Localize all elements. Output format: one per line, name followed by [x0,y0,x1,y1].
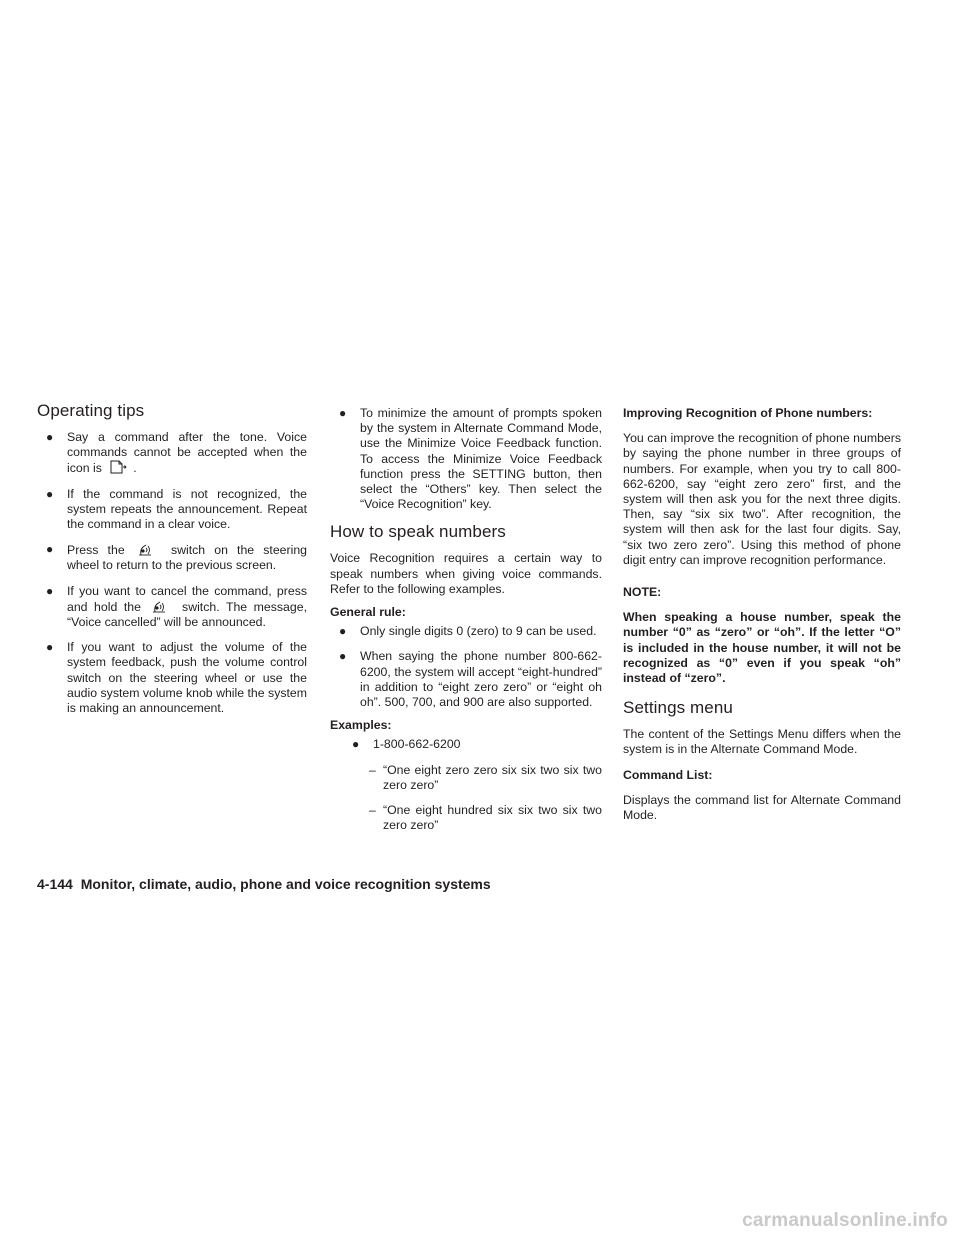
examples-label: Examples: [330,718,392,733]
operating-tips-list [37,430,307,716]
note-label: NOTE: [623,585,662,600]
talk-switch-icon [137,542,159,557]
operating-tips-heading: Operating tips [37,401,145,420]
bullet-icon: ● [339,406,347,420]
example-phrases-list [369,763,602,834]
list-item: – “One eight zero zero six six two six two zero zero” [369,762,602,792]
list-item: ● To minimize the amount of prompts spoken by the system in Alternate Command Mode, use the Minimize Voice Feedback function. To access the Minimize Voice Feedback function press the SETTING button, then select the “Others” key. Then select the “Voice Recognition” key. [339,406,602,512]
settings-menu-text: The content of the Settings Menu differs when the system is in the Alternate Command Mode. [623,727,901,757]
list-item: ● Say a command after the tone. Voice commands cannot be accepted when the icon is . [46,430,307,476]
dash-icon: – [369,762,376,777]
bullet-icon: ● [339,624,347,639]
command-list-text: Displays the command list for Alternate Command Mode. [623,792,901,823]
speak-numbers-heading: How to speak numbers [330,522,506,542]
bullet-icon: ● [46,430,54,444]
column-left [37,401,307,726]
list-item: – “One eight hundred six six two six two zero zero” [369,803,602,833]
settings-menu-heading: Settings menu [623,698,733,718]
feedback-tip-list [330,406,602,512]
bullet-icon: ● [46,640,54,655]
voice-off-icon [108,460,130,475]
bullet-icon: ● [46,583,54,598]
column-right [623,406,901,823]
talk-switch-icon [151,599,173,614]
improving-recognition-text: You can improve the recognition of phone numbers by saying the phone number in three groups of numbers. For example, when you try to call 800-662-6200, say “eight zero zero” first, and the system will then ask you for the next three digits. Then, say “six six two”. After recognition, the system will then ask for the last four digits. Say, “six two zero zero”. Using this method of phone digit entry can improve recognition performance. [623,431,901,567]
page-footer [37,876,491,892]
bullet-icon: ● [46,486,54,501]
page-number: 4-144 [37,876,73,892]
list-item: ● Only single digits 0 (zero) to 9 can be used. [339,624,597,639]
list-item: ● If the command is not recognized, the system repeats the announcement. Repeat the command in a clear voice. [46,486,307,532]
list-item: ● Press the switch on the steering wheel to return to the previous screen. [46,542,308,573]
improving-recognition-label: Improving Recognition of Phone numbers: [623,406,873,420]
speak-numbers-intro: Voice Recognition requires a certain way to speak numbers when giving voice commands. Refer to the following examples. [330,551,602,596]
bullet-icon: ● [46,542,54,557]
list-item: ● 1-800-662-6200 [352,737,461,752]
command-list-label: Command List: [623,767,713,782]
note-text: When speaking a house number, speak the number “0” as “zero” or “oh”. If the letter “O” is included in the house number, it will not be recognized as “0” even if you speak “oh” instead of “zero”. [623,610,901,686]
list-item: ● If you want to cancel the command, press and hold the switch. The message, “Voice cancelled” will be announced. [46,583,307,630]
bullet-icon: ● [339,649,347,664]
bullet-icon: ● [352,737,360,752]
examples-list [330,737,602,752]
list-item: ● When saying the phone number 800-662-6200, the system will accept “eight-hundred” in addition to “eight zero zero” or “eight oh oh”. 500, 700, and 900 are also supported. [339,649,602,710]
dash-icon: – [369,803,376,818]
watermark: carmanualsonline.info [742,1210,948,1231]
general-rule-label: General rule: [330,605,406,620]
list-item: ● If you want to adjust the volume of the system feedback, push the volume control switch on the steering wheel or use the audio system volume knob while the system is making an announcement. [46,640,307,716]
general-rule-list [330,624,602,710]
column-middle [330,406,602,843]
section-title: Monitor, climate, audio, phone and voice recognition systems [80,876,491,892]
